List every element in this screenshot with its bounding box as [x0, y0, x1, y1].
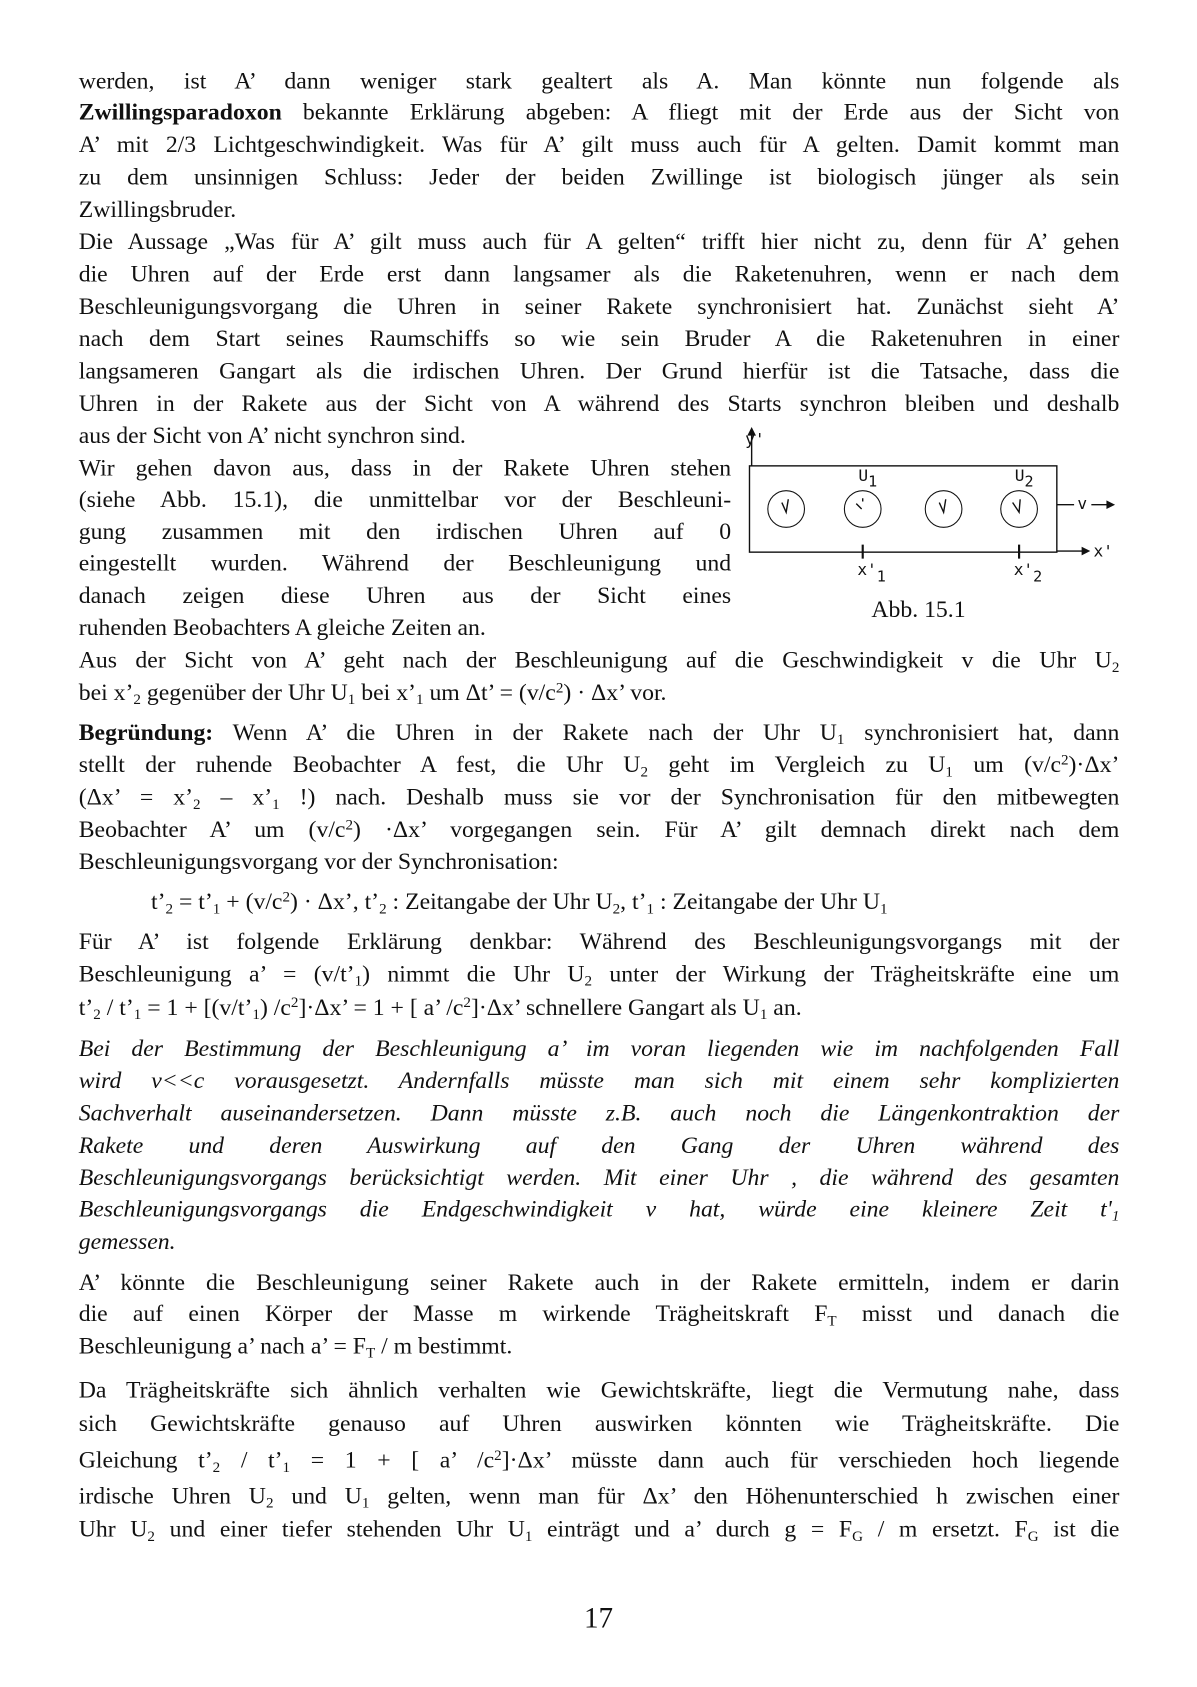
- text-line: (Δx’ = $x’_2$ – $x’_1$ !) nach. Deshalb muss sie vor der Synchronisation für den mitbewegten: [78, 782, 1120, 814]
- text-line: (siehe Abb. 15.1), die unmittelbar vor der Beschleuni-: [78, 485, 732, 513]
- text-line: eingestellt wurden. Während der Beschleunigung und: [78, 548, 732, 576]
- text-line: Beschleunigung a’ nach a’ = $F_T$ / m bestimmt.: [78, 1331, 513, 1363]
- formula-line: $t’_2$ = $t’_1 + (v/c^2) \cdot \Delta x$’, $t’_2$ : Zeitangabe der Uhr $U_2$, $t’_1$ : Zeitangabe der Uhr $U_1$: [150, 887, 888, 918]
- text-line: Beobachter A’ um $(v/c^2) \cdot\Delta x$’ vorgegangen sein. Für A’ gilt demnach direkt nach dem: [78, 815, 1120, 843]
- text-line: stellt der ruhende Beobachter A fest, die Uhr $U_2$ geht im Vergleich zu $U_1$ um $(v/c^2)\cdot\Delta x$’: [78, 750, 1120, 781]
- text-line: Sachverhalt auseinandersetzen. Dann müsste z.B. auch noch die Längenkontraktion der: [78, 1098, 1120, 1126]
- text-line: Wir gehen davon aus, dass in der Rakete Uhren stehen: [78, 454, 732, 481]
- velocity-arrow-icon: [1106, 500, 1115, 509]
- page-number: 17: [583, 1601, 614, 1634]
- tick-x1-label: x'1: [857, 559, 886, 586]
- clock-icon: [844, 491, 881, 528]
- text-line: wird v<<c vorausgesetzt. Andernfalls müsste man sich mit einem sehr komplizierten: [78, 1066, 1120, 1094]
- text-line: Rakete und deren Auswirkung auf den Gang der Uhren während des: [78, 1131, 1120, 1159]
- text-line: Zwillingsbruder.: [78, 195, 237, 223]
- figure-caption: Abb. 15.1: [871, 595, 966, 623]
- text-line: werden, ist A’ dann weniger stark gealtert als A. Man könnte nun folgende als: [78, 66, 1120, 94]
- text-line: gemessen.: [78, 1227, 176, 1255]
- x-axis-label: x': [1093, 541, 1113, 561]
- text-line: irdische Uhren $U_2$ und $U_1$ gelten, wenn man für Δx’ den Höhenunterschied h zwischen einer: [78, 1481, 1120, 1512]
- text-line: Beschleunigungsvorgang die Uhren in seiner Rakete synchronisiert hat. Zunächst sieht A’: [78, 292, 1120, 320]
- text-line: Uhren in der Rakete aus der Sicht von A während des Starts synchron bleiben und deshalb: [78, 389, 1120, 417]
- rocket-box: [749, 466, 1056, 552]
- clock-icon: [768, 491, 805, 528]
- text-line: $t’_2$ / $t’_1 = 1$ + $[(v/t’_1) /c^2]\cdot\Delta x$’ = 1 + [ a’ $/c^2]\cdot\Delta x$’ schnellere Gangart als $U_1$ an.: [78, 993, 802, 1024]
- x-axis-arrow-icon: [1082, 547, 1091, 556]
- text-line: ruhenden Beobachters A gleiche Zeiten an.: [78, 613, 486, 641]
- clock-u1-label: U1: [858, 465, 878, 491]
- text-line: Aus der Sicht von A’ geht nach der Beschleunigung auf die Geschwindigkeit v die Uhr $U_2$: [78, 645, 1120, 677]
- text-line: Die Aussage „Was für A’ gilt muss auch für A gelten“ trifft hier nicht zu, denn für A’ gehen: [78, 227, 1120, 255]
- clock-icon: [925, 491, 962, 528]
- text-line: langsameren Gangart als die irdischen Uhren. Der Grund hierfür ist die Tatsache, dass die: [78, 356, 1120, 384]
- text-line: sich Gewichtskräfte genauso auf Uhren auswirken könnten wie Trägheitskräfte. Die: [78, 1409, 1120, 1437]
- text-line: danach zeigen diese Uhren aus der Sicht eines: [78, 581, 732, 609]
- text-line: Begründung: Wenn A’ die Uhren in der Rakete nach der Uhr $U_1$ synchronisiert hat, dann: [78, 718, 1120, 749]
- clock-icon: [1001, 491, 1038, 528]
- text-line: A’ könnte die Beschleunigung seiner Rakete auch in der Rakete ermitteln, indem er darin: [78, 1268, 1120, 1296]
- text-line: Gleichung $t’_2$ / $t’_1 = 1$ + [ a’ $/c^2]\cdot\Delta x$’ müsste dann auch für verschieden hoch liegende: [78, 1446, 1120, 1477]
- text-line: Da Trägheitskräfte sich ähnlich verhalten wie Gewichtskräfte, liegt die Vermutung nahe, dass: [78, 1376, 1120, 1403]
- text-line: die Uhren auf der Erde erst dann langsamer als die Raketenuhren, wenn er nach dem: [78, 259, 1120, 287]
- text-line: zu dem unsinnigen Schluss: Jeder der beiden Zwillinge ist biologisch jünger als sein: [78, 162, 1120, 190]
- text-line: aus der Sicht von A’ nicht synchron sind.: [78, 421, 466, 449]
- text-line: bei $x’_2$ gegenüber der Uhr $U_1$ bei $x’_1$ um Δt’ = $(v/c^2) \cdot \Delta x$’ vor.: [78, 678, 667, 709]
- y-axis-label: y': [745, 429, 765, 449]
- clock-u2-label: U2: [1014, 465, 1034, 491]
- text-line: Beschleunigungsvorgang vor der Synchronisation:: [78, 847, 559, 875]
- text-line: Beschleunigungsvorgangs die Endgeschwindigkeit v hat, würde eine kleinere Zeit $t'_1$: [78, 1194, 1120, 1226]
- text-line: A’ mit 2/3 Lichtgeschwindigkeit. Was für A’ gilt muss auch für A gelten. Damit kommt man: [78, 130, 1120, 158]
- text-line: Uhr $U_2$ und einer tiefer stehenden Uhr $U_1$ einträgt und a’ durch $g = F_G / m$ ersetzt. $F_G$ ist die: [78, 1515, 1120, 1546]
- text-line: Bei der Bestimmung der Beschleunigung a’ im voran liegenden wie im nachfolgenden Fall: [78, 1034, 1120, 1062]
- velocity-label: v: [1077, 494, 1088, 514]
- text-line: Beschleunigung a’ = $(v/t’_1)$ nimmt die Uhr $U_2$ unter der Wirkung der Trägheitskräfte eine um: [78, 959, 1120, 990]
- text-line: nach dem Start seines Raumschiffs so wie sein Bruder A die Raketenuhren in einer: [78, 324, 1120, 352]
- text-line: Zwillingsparadoxon bekannte Erklärung abgeben: A fliegt mit der Erde aus der Sicht von: [78, 98, 1120, 126]
- tick-x2-label: x'2: [1013, 559, 1043, 586]
- text-line: Beschleunigungsvorgangs berücksichtigt werden. Mit einer Uhr , die während des gesamten: [78, 1163, 1120, 1191]
- text-line: gung zusammen mit den irdischen Uhren auf 0: [78, 517, 732, 545]
- text-line: Für A’ ist folgende Erklärung denkbar: Während des Beschleunigungsvorgangs mit der: [78, 927, 1120, 955]
- text-line: die auf einen Körper der Masse m wirkende Trägheitskraft $F_T$ misst und danach die: [78, 1299, 1120, 1330]
- figure-rocket-clocks: [733, 421, 1121, 594]
